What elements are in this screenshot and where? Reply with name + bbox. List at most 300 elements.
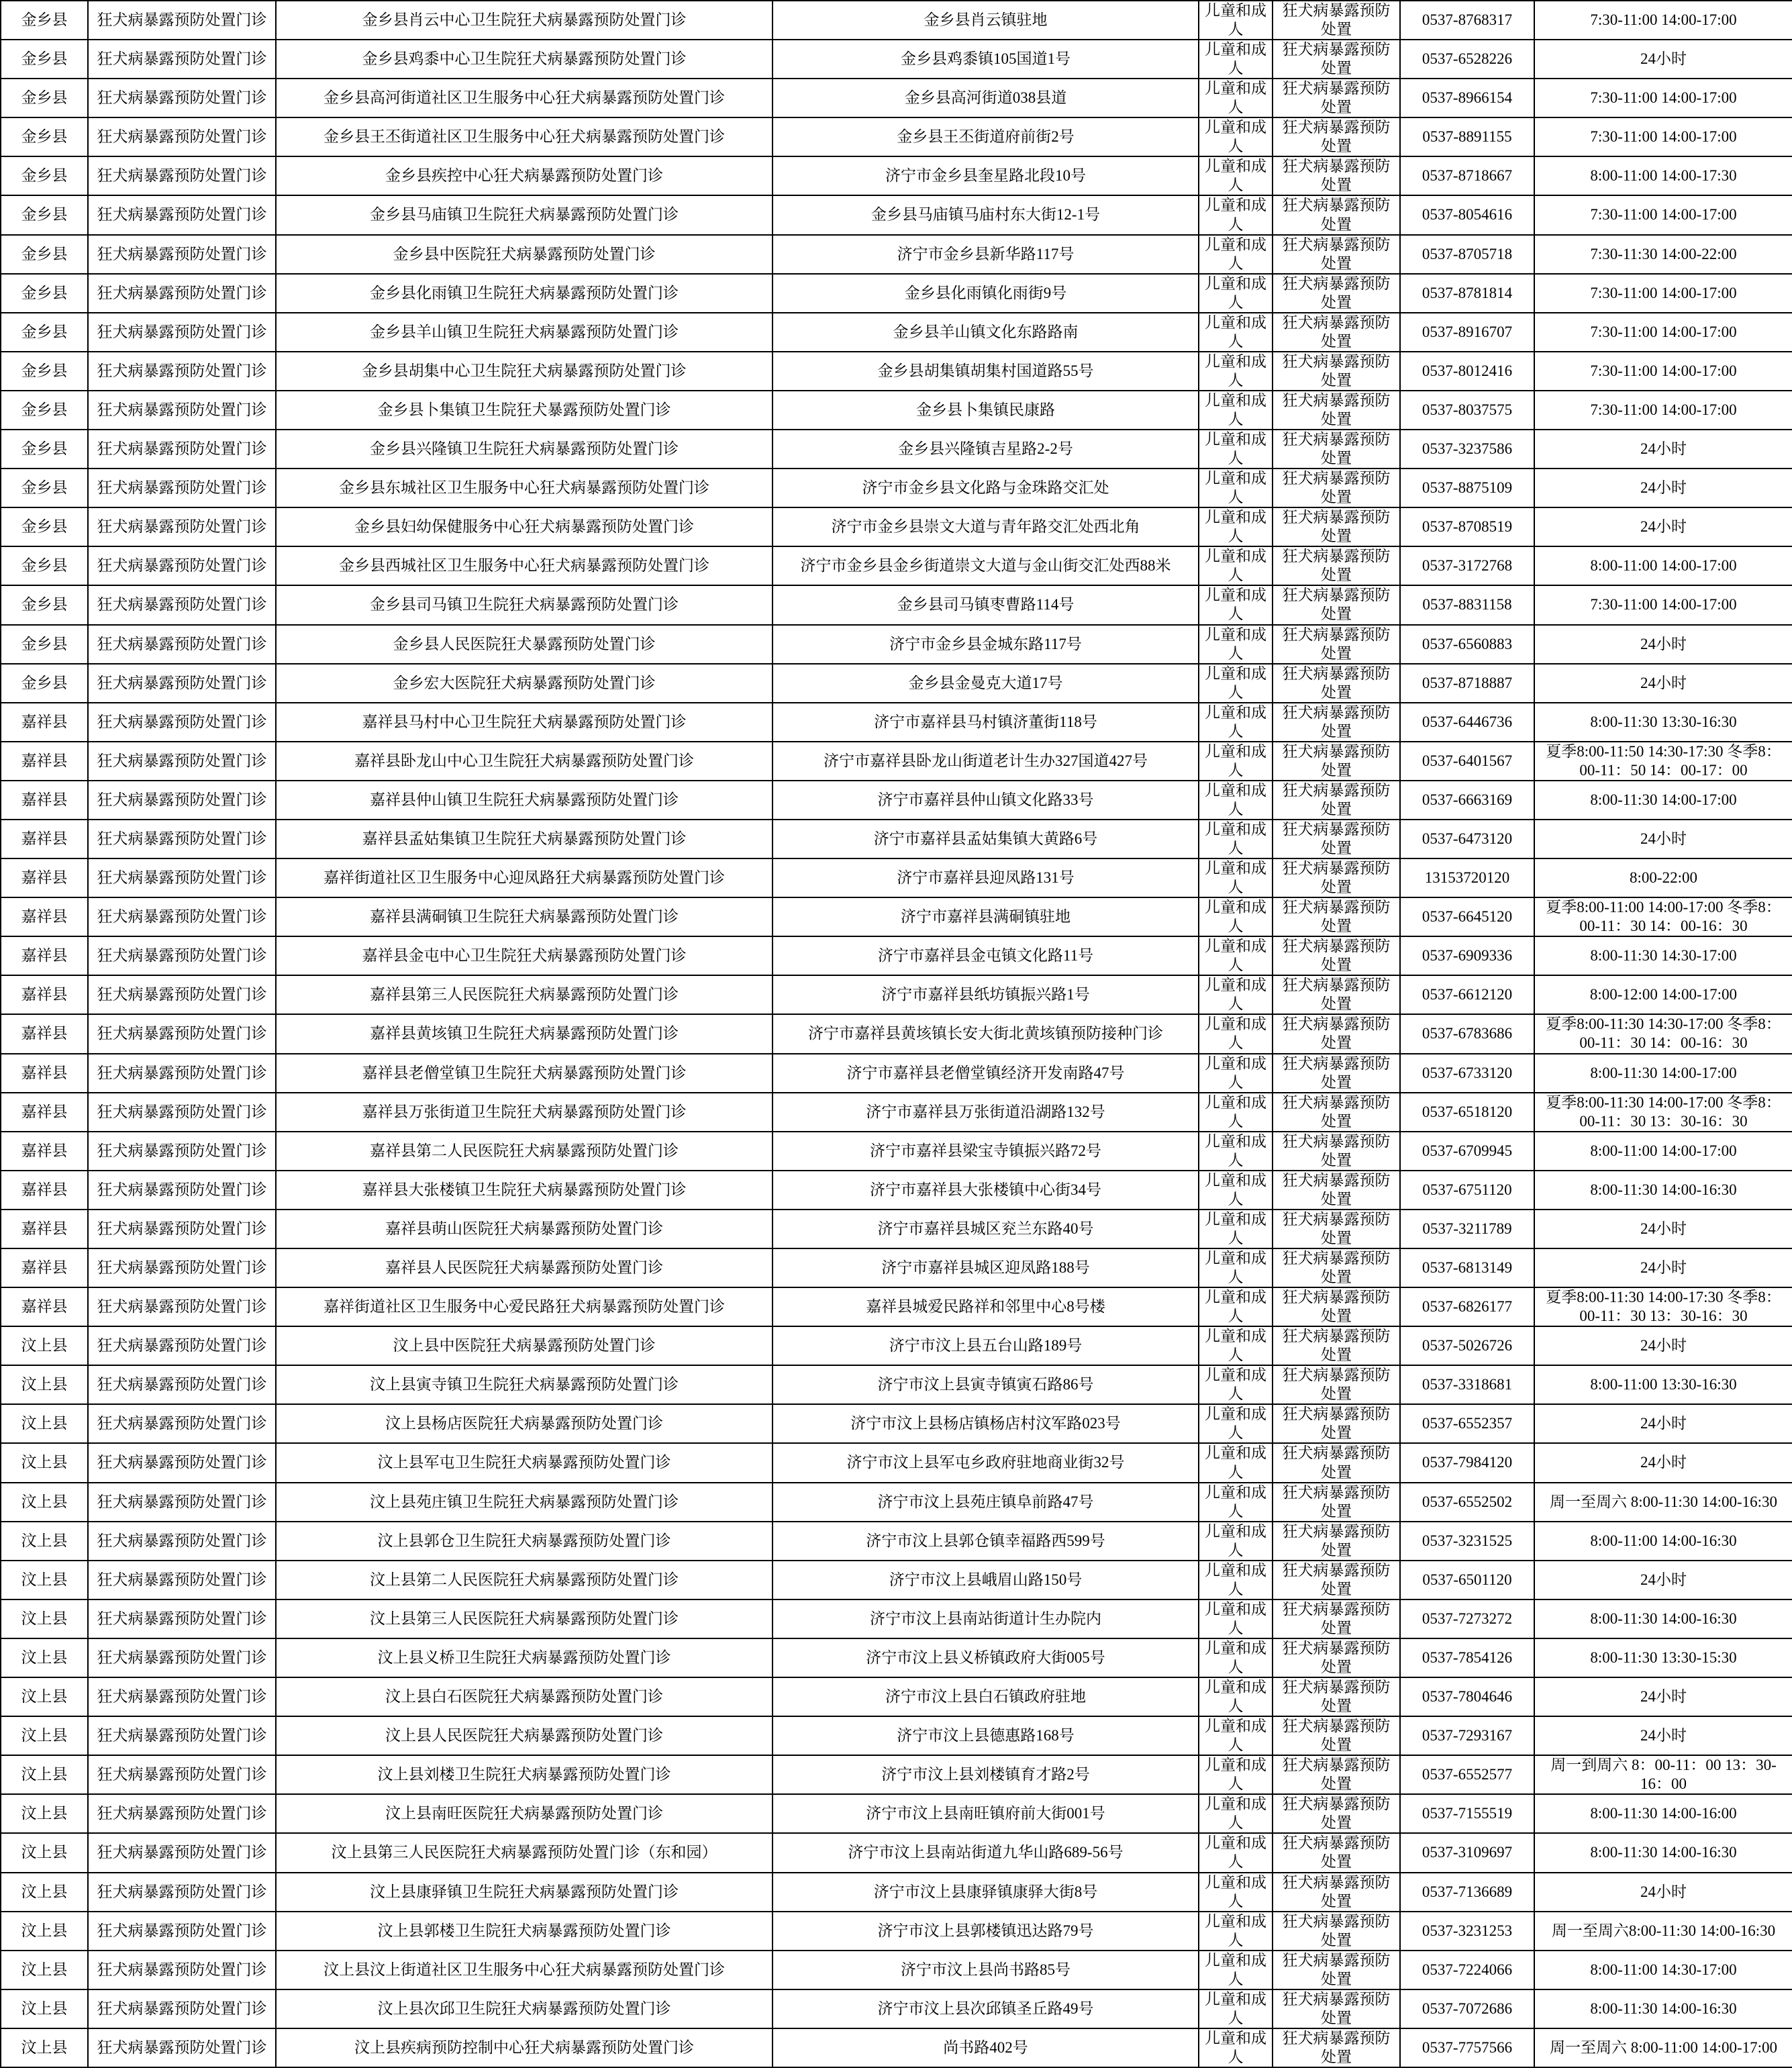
cell-clinic-type: 狂犬病暴露预防处置门诊	[88, 117, 276, 156]
cell-clinic-type: 狂犬病暴露预防处置门诊	[88, 1755, 276, 1794]
cell-county: 汶上县	[1, 1873, 88, 1912]
cell-phone: 0537-8916707	[1400, 313, 1534, 352]
cell-phone: 0537-7757566	[1400, 2028, 1534, 2067]
cell-clinic-type: 狂犬病暴露预防处置门诊	[88, 1522, 276, 1561]
cell-hours: 8:00-11:30 14:00-16:30	[1534, 1599, 1792, 1638]
cell-address: 济宁市汶上县杨店镇杨店村汶军路023号	[773, 1404, 1199, 1443]
cell-phone: 0537-6552357	[1400, 1404, 1534, 1443]
cell-age-group: 儿童和成人	[1199, 820, 1273, 858]
cell-phone: 0537-6552577	[1400, 1755, 1534, 1794]
cell-hours: 夏季8:00-11:30 14:00-17:00 冬季8：00-11：30 13：30-16：30	[1534, 1093, 1792, 1132]
cell-clinic-type: 狂犬病暴露预防处置门诊	[88, 79, 276, 117]
table-row	[1, 156, 1792, 195]
cell-service: 狂犬病暴露预防处置	[1273, 664, 1400, 703]
table-row	[1, 195, 1792, 234]
table-row	[1, 1638, 1792, 1677]
cell-phone: 0537-3231253	[1400, 1912, 1534, 1951]
cell-phone: 0537-5026726	[1400, 1326, 1534, 1365]
cell-address: 济宁市嘉祥县迎凤路131号	[773, 858, 1199, 897]
cell-clinic-type: 狂犬病暴露预防处置门诊	[88, 1951, 276, 1989]
cell-clinic-name: 汶上县苑庄镇卫生院狂犬病暴露预防处置门诊	[276, 1483, 773, 1522]
cell-clinic-type: 狂犬病暴露预防处置门诊	[88, 1171, 276, 1210]
cell-hours: 8:00-11:00 13:30-16:30	[1534, 1365, 1792, 1404]
cell-service: 狂犬病暴露预防处置	[1273, 1522, 1400, 1561]
cell-age-group: 儿童和成人	[1199, 1989, 1273, 2028]
cell-clinic-name: 金乡县羊山镇卫生院狂犬病暴露预防处置门诊	[276, 313, 773, 352]
cell-county: 汶上县	[1, 1794, 88, 1833]
cell-service: 狂犬病暴露预防处置	[1273, 625, 1400, 664]
cell-age-group: 儿童和成人	[1199, 1326, 1273, 1365]
cell-hours: 24小时	[1534, 1326, 1792, 1365]
cell-clinic-name: 汶上县第二人民医院狂犬病暴露预防处置门诊	[276, 1561, 773, 1599]
table-row	[1, 1677, 1792, 1716]
cell-county: 嘉祥县	[1, 858, 88, 897]
cell-clinic-name: 金乡县肖云中心卫生院狂犬病暴露预防处置门诊	[276, 1, 773, 40]
cell-phone: 0537-3237586	[1400, 430, 1534, 469]
cell-address: 济宁市嘉祥县黄垓镇长安大街北黄垓镇预防接种门诊	[773, 1014, 1199, 1053]
clinic-table-body	[1, 1, 1792, 2067]
cell-address: 金乡县高河街道038县道	[773, 79, 1199, 117]
cell-service: 狂犬病暴露预防处置	[1273, 1248, 1400, 1287]
table-row	[1, 391, 1792, 430]
cell-hours: 8:00-11:30 14:00-16:30	[1534, 1171, 1792, 1210]
cell-age-group: 儿童和成人	[1199, 1093, 1273, 1132]
cell-clinic-name: 金乡县马庙镇卫生院狂犬病暴露预防处置门诊	[276, 195, 773, 234]
table-row	[1, 1132, 1792, 1171]
cell-clinic-name: 汶上县疾病预防控制中心狂犬病暴露预防处置门诊	[276, 2028, 773, 2067]
cell-clinic-name: 汶上县义桥卫生院狂犬病暴露预防处置门诊	[276, 1638, 773, 1677]
cell-phone: 0537-6645120	[1400, 897, 1534, 936]
cell-clinic-name: 汶上县郭楼卫生院狂犬病暴露预防处置门诊	[276, 1912, 773, 1951]
cell-county: 金乡县	[1, 391, 88, 430]
cell-age-group: 儿童和成人	[1199, 79, 1273, 117]
cell-hours: 7:30-11:30 14:00-22:00	[1534, 235, 1792, 274]
cell-clinic-type: 狂犬病暴露预防处置门诊	[88, 897, 276, 936]
cell-age-group: 儿童和成人	[1199, 40, 1273, 79]
cell-address: 济宁市汶上县义桥镇政府大街005号	[773, 1638, 1199, 1677]
table-row	[1, 1287, 1792, 1326]
cell-phone: 0537-8708519	[1400, 507, 1534, 546]
table-row	[1, 1093, 1792, 1132]
cell-county: 汶上县	[1, 1561, 88, 1599]
cell-address: 济宁市汶上县康驿镇康驿大街8号	[773, 1873, 1199, 1912]
cell-phone: 0537-7854126	[1400, 1638, 1534, 1677]
cell-clinic-name: 汶上县中医院狂犬病暴露预防处置门诊	[276, 1326, 773, 1365]
cell-clinic-type: 狂犬病暴露预防处置门诊	[88, 156, 276, 195]
cell-clinic-name: 嘉祥县万张街道卫生院狂犬病暴露预防处置门诊	[276, 1093, 773, 1132]
cell-address: 济宁市汶上县刘楼镇育才路2号	[773, 1755, 1199, 1794]
cell-hours: 夏季8:00-11:00 14:00-17:00 冬季8：00-11：30 14：00-16：30	[1534, 897, 1792, 936]
cell-service: 狂犬病暴露预防处置	[1273, 1794, 1400, 1833]
cell-county: 金乡县	[1, 156, 88, 195]
cell-hours: 夏季8:00-11:30 14:30-17:00 冬季8：00-11：30 14：00-16：30	[1534, 1014, 1792, 1053]
cell-hours: 24小时	[1534, 469, 1792, 507]
cell-hours: 24小时	[1534, 1443, 1792, 1482]
cell-address: 济宁市嘉祥县梁宝寺镇振兴路72号	[773, 1132, 1199, 1171]
cell-age-group: 儿童和成人	[1199, 703, 1273, 742]
cell-address: 济宁市汶上县军屯乡政府驻地商业街32号	[773, 1443, 1199, 1482]
cell-phone: 0537-3211789	[1400, 1210, 1534, 1248]
cell-hours: 8:00-11:00 14:00-17:30	[1534, 156, 1792, 195]
cell-hours: 周一至周六 8:00-11:00 14:00-17:00	[1534, 2028, 1792, 2067]
cell-service: 狂犬病暴露预防处置	[1273, 820, 1400, 858]
cell-hours: 24小时	[1534, 1404, 1792, 1443]
cell-county: 嘉祥县	[1, 820, 88, 858]
cell-address: 济宁市汶上县苑庄镇阜前路47号	[773, 1483, 1199, 1522]
table-row	[1, 1989, 1792, 2028]
cell-age-group: 儿童和成人	[1199, 975, 1273, 1014]
cell-service: 狂犬病暴露预防处置	[1273, 1287, 1400, 1326]
cell-clinic-name: 金乡县东城社区卫生服务中心狂犬病暴露预防处置门诊	[276, 469, 773, 507]
cell-hours: 24小时	[1534, 1873, 1792, 1912]
cell-address: 济宁市金乡县新华路117号	[773, 235, 1199, 274]
cell-clinic-type: 狂犬病暴露预防处置门诊	[88, 585, 276, 624]
cell-hours: 24小时	[1534, 430, 1792, 469]
cell-hours: 8:00-12:00 14:00-17:00	[1534, 975, 1792, 1014]
cell-age-group: 儿童和成人	[1199, 1638, 1273, 1677]
cell-service: 狂犬病暴露预防处置	[1273, 156, 1400, 195]
table-row	[1, 1873, 1792, 1912]
cell-clinic-name: 金乡县中医院狂犬病暴露预防处置门诊	[276, 235, 773, 274]
cell-service: 狂犬病暴露预防处置	[1273, 975, 1400, 1014]
cell-county: 嘉祥县	[1, 1093, 88, 1132]
cell-clinic-name: 金乡县妇幼保健服务中心狂犬病暴露预防处置门诊	[276, 507, 773, 546]
cell-phone: 0537-3172768	[1400, 546, 1534, 585]
cell-address: 金乡县鸡黍镇105国道1号	[773, 40, 1199, 79]
cell-clinic-type: 狂犬病暴露预防处置门诊	[88, 1, 276, 40]
cell-service: 狂犬病暴露预防处置	[1273, 79, 1400, 117]
cell-clinic-type: 狂犬病暴露预防处置门诊	[88, 703, 276, 742]
cell-age-group: 儿童和成人	[1199, 1443, 1273, 1482]
cell-clinic-type: 狂犬病暴露预防处置门诊	[88, 1638, 276, 1677]
cell-address: 济宁市嘉祥县城区迎凤路188号	[773, 1248, 1199, 1287]
cell-service: 狂犬病暴露预防处置	[1273, 1677, 1400, 1716]
cell-clinic-type: 狂犬病暴露预防处置门诊	[88, 1873, 276, 1912]
cell-county: 汶上县	[1, 1989, 88, 2028]
cell-clinic-type: 狂犬病暴露预防处置门诊	[88, 313, 276, 352]
cell-phone: 0537-6401567	[1400, 742, 1534, 781]
cell-age-group: 儿童和成人	[1199, 1210, 1273, 1248]
cell-county: 金乡县	[1, 117, 88, 156]
cell-hours: 夏季8:00-11:30 14:00-17:30 冬季8：00-11：30 13：30-16：30	[1534, 1287, 1792, 1326]
cell-phone: 0537-8718667	[1400, 156, 1534, 195]
cell-address: 济宁市汶上县郭楼镇迅达路79号	[773, 1912, 1199, 1951]
cell-hours: 7:30-11:00 14:00-17:00	[1534, 195, 1792, 234]
cell-age-group: 儿童和成人	[1199, 936, 1273, 975]
cell-phone: 0537-7293167	[1400, 1716, 1534, 1755]
cell-address: 济宁市汶上县五台山路189号	[773, 1326, 1199, 1365]
cell-clinic-name: 嘉祥县第二人民医院狂犬病暴露预防处置门诊	[276, 1132, 773, 1171]
cell-clinic-type: 狂犬病暴露预防处置门诊	[88, 820, 276, 858]
cell-hours: 8:00-11:30 13:30-15:30	[1534, 1638, 1792, 1677]
cell-clinic-type: 狂犬病暴露预防处置门诊	[88, 1014, 276, 1053]
cell-clinic-type: 狂犬病暴露预防处置门诊	[88, 1599, 276, 1638]
cell-phone: 0537-6751120	[1400, 1171, 1534, 1210]
cell-phone: 0537-8037575	[1400, 391, 1534, 430]
cell-clinic-type: 狂犬病暴露预防处置门诊	[88, 1561, 276, 1599]
cell-clinic-name: 金乡县人民医院狂犬暴露预防处置门诊	[276, 625, 773, 664]
cell-service: 狂犬病暴露预防处置	[1273, 546, 1400, 585]
cell-address: 济宁市金乡县金城东路117号	[773, 625, 1199, 664]
cell-address: 济宁市金乡县崇文大道与青年路交汇处西北角	[773, 507, 1199, 546]
table-row	[1, 820, 1792, 858]
cell-age-group: 儿童和成人	[1199, 781, 1273, 820]
cell-hours: 8:00-11:30 14:00-16:00	[1534, 1794, 1792, 1833]
cell-hours: 8:00-11:30 14:00-16:30	[1534, 1989, 1792, 2028]
cell-phone: 0537-3318681	[1400, 1365, 1534, 1404]
cell-service: 狂犬病暴露预防处置	[1273, 1638, 1400, 1677]
cell-clinic-type: 狂犬病暴露预防处置门诊	[88, 507, 276, 546]
cell-hours: 夏季8:00-11:50 14:30-17:30 冬季8：00-11：50 14：00-17：00	[1534, 742, 1792, 781]
table-row	[1, 742, 1792, 781]
cell-county: 嘉祥县	[1, 1248, 88, 1287]
cell-address: 尚书路402号	[773, 2028, 1199, 2067]
cell-county: 汶上县	[1, 1404, 88, 1443]
cell-clinic-name: 金乡县鸡黍中心卫生院狂犬病暴露预防处置门诊	[276, 40, 773, 79]
cell-hours: 24小时	[1534, 1248, 1792, 1287]
cell-address: 济宁市汶上县德惠路168号	[773, 1716, 1199, 1755]
cell-address: 济宁市汶上县峨眉山路150号	[773, 1561, 1199, 1599]
cell-hours: 24小时	[1534, 507, 1792, 546]
cell-clinic-name: 嘉祥县孟姑集镇卫生院狂犬病暴露预防处置门诊	[276, 820, 773, 858]
cell-county: 金乡县	[1, 1, 88, 40]
cell-county: 汶上县	[1, 1365, 88, 1404]
cell-phone: 0537-7804646	[1400, 1677, 1534, 1716]
table-row	[1, 117, 1792, 156]
cell-age-group: 儿童和成人	[1199, 195, 1273, 234]
cell-county: 嘉祥县	[1, 742, 88, 781]
table-row	[1, 40, 1792, 79]
cell-county: 嘉祥县	[1, 975, 88, 1014]
cell-service: 狂犬病暴露预防处置	[1273, 742, 1400, 781]
cell-phone: 0537-3109697	[1400, 1833, 1534, 1872]
cell-clinic-name: 嘉祥县仲山镇卫生院狂犬病暴露预防处置门诊	[276, 781, 773, 820]
cell-phone: 0537-8012416	[1400, 352, 1534, 391]
cell-county: 嘉祥县	[1, 781, 88, 820]
cell-age-group: 儿童和成人	[1199, 585, 1273, 624]
cell-age-group: 儿童和成人	[1199, 1014, 1273, 1053]
cell-address: 济宁市汶上县白石镇政府驻地	[773, 1677, 1199, 1716]
cell-clinic-name: 金乡县卜集镇卫生院狂犬暴露预防处置门诊	[276, 391, 773, 430]
cell-clinic-type: 狂犬病暴露预防处置门诊	[88, 1132, 276, 1171]
cell-address: 济宁市汶上县郭仓镇幸福路西599号	[773, 1522, 1199, 1561]
cell-hours: 8:00-11:30 14:00-17:00	[1534, 781, 1792, 820]
cell-county: 嘉祥县	[1, 1171, 88, 1210]
cell-hours: 8:00-22:00	[1534, 858, 1792, 897]
cell-clinic-name: 金乡县司马镇卫生院狂犬病暴露预防处置门诊	[276, 585, 773, 624]
cell-service: 狂犬病暴露预防处置	[1273, 195, 1400, 234]
cell-age-group: 儿童和成人	[1199, 742, 1273, 781]
cell-hours: 8:00-11:30 14:00-17:00	[1534, 1054, 1792, 1093]
cell-clinic-name: 汶上县第三人民医院狂犬病暴露预防处置门诊	[276, 1599, 773, 1638]
cell-hours: 7:30-11:00 14:00-17:00	[1534, 585, 1792, 624]
cell-phone: 0537-7072686	[1400, 1989, 1534, 2028]
cell-clinic-type: 狂犬病暴露预防处置门诊	[88, 469, 276, 507]
table-row	[1, 975, 1792, 1014]
cell-hours: 24小时	[1534, 1561, 1792, 1599]
cell-phone: 0537-7224066	[1400, 1951, 1534, 1989]
table-row	[1, 313, 1792, 352]
cell-clinic-type: 狂犬病暴露预防处置门诊	[88, 1210, 276, 1248]
cell-age-group: 儿童和成人	[1199, 1054, 1273, 1093]
cell-clinic-type: 狂犬病暴露预防处置门诊	[88, 742, 276, 781]
cell-county: 汶上县	[1, 1833, 88, 1872]
cell-phone: 0537-8705718	[1400, 235, 1534, 274]
cell-service: 狂犬病暴露预防处置	[1273, 585, 1400, 624]
cell-age-group: 儿童和成人	[1199, 156, 1273, 195]
cell-county: 汶上县	[1, 1443, 88, 1482]
cell-service: 狂犬病暴露预防处置	[1273, 1326, 1400, 1365]
cell-phone: 0537-8781814	[1400, 274, 1534, 313]
cell-clinic-type: 狂犬病暴露预防处置门诊	[88, 1093, 276, 1132]
cell-hours: 8:00-11:00 14:00-17:00	[1534, 546, 1792, 585]
cell-hours: 24小时	[1534, 1677, 1792, 1716]
cell-phone: 0537-7136689	[1400, 1873, 1534, 1912]
cell-address: 济宁市嘉祥县仲山镇文化路33号	[773, 781, 1199, 820]
table-row	[1, 703, 1792, 742]
cell-hours: 周一至周六8:00-11:30 14:00-16:30	[1534, 1912, 1792, 1951]
cell-county: 金乡县	[1, 507, 88, 546]
cell-address: 金乡县羊山镇文化东路路南	[773, 313, 1199, 352]
cell-service: 狂犬病暴露预防处置	[1273, 1599, 1400, 1638]
cell-age-group: 儿童和成人	[1199, 1365, 1273, 1404]
cell-address: 济宁市金乡县金乡街道崇文大道与金山街交汇处西88米	[773, 546, 1199, 585]
cell-clinic-name: 汶上县刘楼卫生院狂犬病暴露预防处置门诊	[276, 1755, 773, 1794]
table-row	[1, 352, 1792, 391]
cell-county: 嘉祥县	[1, 703, 88, 742]
cell-clinic-type: 狂犬病暴露预防处置门诊	[88, 2028, 276, 2067]
cell-clinic-name: 嘉祥县满硐镇卫生院狂犬病暴露预防处置门诊	[276, 897, 773, 936]
cell-address: 济宁市金乡县文化路与金珠路交汇处	[773, 469, 1199, 507]
cell-address: 济宁市嘉祥县老僧堂镇经济开发南路47号	[773, 1054, 1199, 1093]
cell-age-group: 儿童和成人	[1199, 1171, 1273, 1210]
cell-phone: 13153720120	[1400, 858, 1534, 897]
cell-county: 嘉祥县	[1, 1132, 88, 1171]
cell-service: 狂犬病暴露预防处置	[1273, 858, 1400, 897]
table-row	[1, 1794, 1792, 1833]
cell-county: 汶上县	[1, 1951, 88, 1989]
cell-age-group: 儿童和成人	[1199, 1794, 1273, 1833]
cell-service: 狂犬病暴露预防处置	[1273, 1210, 1400, 1248]
cell-address: 济宁市嘉祥县大张楼镇中心街34号	[773, 1171, 1199, 1210]
table-row	[1, 274, 1792, 313]
cell-service: 狂犬病暴露预防处置	[1273, 430, 1400, 469]
table-row	[1, 469, 1792, 507]
cell-address: 济宁市嘉祥县万张街道沿湖路132号	[773, 1093, 1199, 1132]
table-row	[1, 1716, 1792, 1755]
cell-county: 金乡县	[1, 664, 88, 703]
cell-county: 汶上县	[1, 1599, 88, 1638]
cell-clinic-name: 嘉祥县人民医院狂犬病暴露预防处置门诊	[276, 1248, 773, 1287]
cell-clinic-name: 嘉祥街道社区卫生服务中心迎凤路狂犬病暴露预防处置门诊	[276, 858, 773, 897]
cell-address: 济宁市汶上县南旺镇府前大街001号	[773, 1794, 1199, 1833]
cell-address: 金乡县司马镇枣曹路114号	[773, 585, 1199, 624]
cell-clinic-name: 嘉祥街道社区卫生服务中心爱民路狂犬病暴露预防处置门诊	[276, 1287, 773, 1326]
cell-service: 狂犬病暴露预防处置	[1273, 1443, 1400, 1482]
cell-clinic-type: 狂犬病暴露预防处置门诊	[88, 430, 276, 469]
cell-county: 金乡县	[1, 40, 88, 79]
table-row	[1, 1483, 1792, 1522]
cell-hours: 8:00-11:00 14:00-16:30	[1534, 1522, 1792, 1561]
cell-service: 狂犬病暴露预防处置	[1273, 1561, 1400, 1599]
cell-hours: 8:00-11:30 14:30-17:00	[1534, 936, 1792, 975]
cell-service: 狂犬病暴露预防处置	[1273, 274, 1400, 313]
cell-age-group: 儿童和成人	[1199, 274, 1273, 313]
cell-address: 济宁市嘉祥县城区兖兰东路40号	[773, 1210, 1199, 1248]
cell-phone: 0537-8768317	[1400, 1, 1534, 40]
cell-county: 金乡县	[1, 352, 88, 391]
cell-county: 汶上县	[1, 1677, 88, 1716]
cell-age-group: 儿童和成人	[1199, 391, 1273, 430]
cell-service: 狂犬病暴露预防处置	[1273, 235, 1400, 274]
cell-phone: 0537-6909336	[1400, 936, 1534, 975]
cell-clinic-name: 金乡县高河街道社区卫生服务中心狂犬病暴露预防处置门诊	[276, 79, 773, 117]
table-row	[1, 1404, 1792, 1443]
cell-phone: 0537-6560883	[1400, 625, 1534, 664]
cell-service: 狂犬病暴露预防处置	[1273, 1716, 1400, 1755]
cell-clinic-type: 狂犬病暴露预防处置门诊	[88, 235, 276, 274]
cell-clinic-type: 狂犬病暴露预防处置门诊	[88, 1287, 276, 1326]
cell-age-group: 儿童和成人	[1199, 1522, 1273, 1561]
cell-phone: 0537-6446736	[1400, 703, 1534, 742]
table-row	[1, 507, 1792, 546]
cell-age-group: 儿童和成人	[1199, 2028, 1273, 2067]
cell-county: 嘉祥县	[1, 1054, 88, 1093]
cell-clinic-type: 狂犬病暴露预防处置门诊	[88, 1326, 276, 1365]
cell-service: 狂犬病暴露预防处置	[1273, 1171, 1400, 1210]
table-row	[1, 664, 1792, 703]
cell-county: 金乡县	[1, 313, 88, 352]
cell-county: 嘉祥县	[1, 936, 88, 975]
cell-county: 嘉祥县	[1, 1287, 88, 1326]
cell-hours: 7:30-11:00 14:00-17:00	[1534, 352, 1792, 391]
cell-clinic-name: 金乡县疾控中心狂犬病暴露预防处置门诊	[276, 156, 773, 195]
cell-age-group: 儿童和成人	[1199, 1404, 1273, 1443]
cell-clinic-name: 嘉祥县萌山医院狂犬病暴露预防处置门诊	[276, 1210, 773, 1248]
cell-address: 济宁市嘉祥县纸坊镇振兴路1号	[773, 975, 1199, 1014]
cell-age-group: 儿童和成人	[1199, 1677, 1273, 1716]
cell-age-group: 儿童和成人	[1199, 1833, 1273, 1872]
cell-age-group: 儿童和成人	[1199, 1, 1273, 40]
cell-county: 金乡县	[1, 625, 88, 664]
cell-county: 汶上县	[1, 1638, 88, 1677]
cell-service: 狂犬病暴露预防处置	[1273, 1833, 1400, 1872]
cell-clinic-name: 汶上县南旺医院狂犬病暴露预防处置门诊	[276, 1794, 773, 1833]
cell-county: 汶上县	[1, 1483, 88, 1522]
table-row	[1, 625, 1792, 664]
cell-service: 狂犬病暴露预防处置	[1273, 897, 1400, 936]
table-row	[1, 1443, 1792, 1482]
cell-age-group: 儿童和成人	[1199, 1716, 1273, 1755]
cell-clinic-name: 汶上县杨店医院狂犬病暴露预防处置门诊	[276, 1404, 773, 1443]
cell-hours: 7:30-11:00 14:00-17:00	[1534, 274, 1792, 313]
cell-clinic-type: 狂犬病暴露预防处置门诊	[88, 1912, 276, 1951]
cell-clinic-name: 嘉祥县大张楼镇卫生院狂犬病暴露预防处置门诊	[276, 1171, 773, 1210]
cell-clinic-type: 狂犬病暴露预防处置门诊	[88, 1794, 276, 1833]
cell-age-group: 儿童和成人	[1199, 469, 1273, 507]
cell-clinic-name: 汶上县郭仓卫生院狂犬病暴露预防处置门诊	[276, 1522, 773, 1561]
cell-address: 金乡县胡集镇胡集村国道路55号	[773, 352, 1199, 391]
table-row	[1, 585, 1792, 624]
table-row	[1, 1248, 1792, 1287]
cell-clinic-name: 汶上县汶上街道社区卫生服务中心狂犬病暴露预防处置门诊	[276, 1951, 773, 1989]
table-row	[1, 1912, 1792, 1951]
cell-service: 狂犬病暴露预防处置	[1273, 117, 1400, 156]
cell-clinic-type: 狂犬病暴露预防处置门诊	[88, 274, 276, 313]
cell-address: 济宁市嘉祥县孟姑集镇大黄路6号	[773, 820, 1199, 858]
table-row	[1, 1054, 1792, 1093]
cell-hours: 7:30-11:00 14:00-17:00	[1534, 79, 1792, 117]
